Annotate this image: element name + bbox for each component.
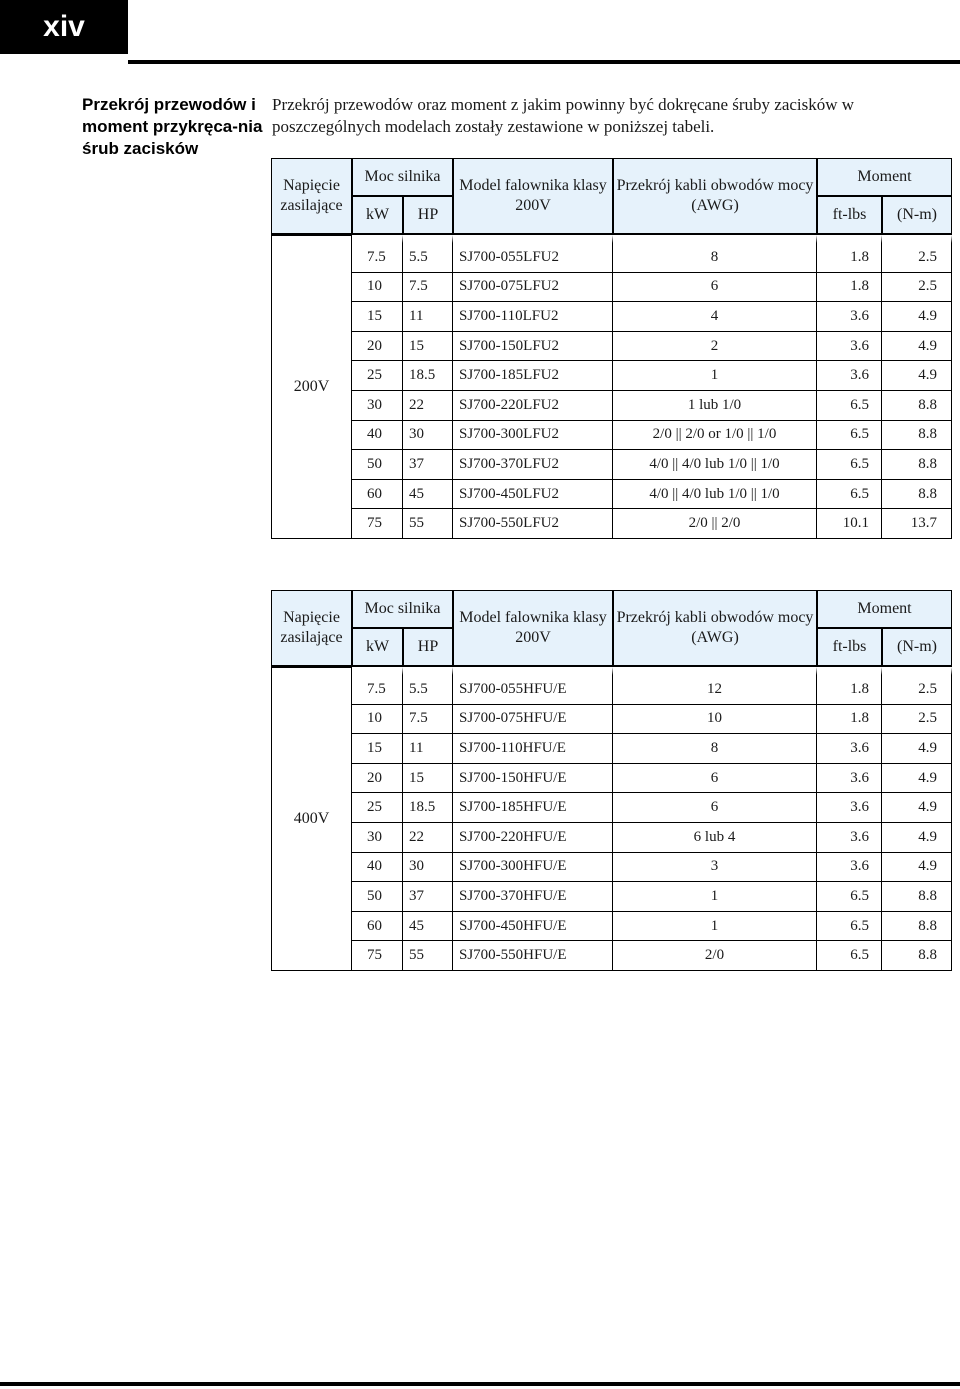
- cell-ftlbs: 10.1: [817, 509, 882, 539]
- cable-table-200v: [271, 158, 952, 539]
- cell-kw: 75: [352, 941, 403, 971]
- header-kw: kW: [352, 628, 403, 667]
- cell-model: SJ700-370HFU/E: [453, 882, 613, 912]
- header-model: Model falownika klasy 200V: [453, 158, 613, 235]
- cell-model: SJ700-055LFU2: [453, 235, 613, 273]
- cell-kw: 15: [352, 734, 403, 764]
- cell-hp: 30: [403, 853, 453, 883]
- cell-nm: 4.9: [882, 853, 952, 883]
- cell-kw: 20: [352, 332, 403, 362]
- header-kw: kW: [352, 196, 403, 235]
- cell-nm: 2.5: [882, 667, 952, 705]
- table-row: [271, 509, 952, 539]
- header-motor-power: Moc silnika: [352, 590, 453, 628]
- cable-table-400v: [271, 590, 952, 971]
- cell-ftlbs: 3.6: [817, 764, 882, 794]
- footer-rule: [0, 1382, 960, 1386]
- cell-awg: 6: [613, 273, 817, 303]
- cell-kw: 40: [352, 853, 403, 883]
- cell-model: SJ700-550LFU2: [453, 509, 613, 539]
- cell-hp: 5.5: [403, 235, 453, 273]
- intro-paragraph: Przekrój przewodów oraz moment z jakim powinny być dokręcane śruby zacisków w poszczególnych modelach zostały zestawione w poniższej tabeli.: [272, 95, 855, 136]
- table-row: [271, 302, 952, 332]
- table-row: [271, 882, 952, 912]
- cell-hp: 7.5: [403, 705, 453, 735]
- header-cable: Przekrój kabli obwodów mocy (AWG): [613, 158, 817, 235]
- cell-hp: 11: [403, 734, 453, 764]
- cell-model: SJ700-185LFU2: [453, 361, 613, 391]
- table-row: [271, 450, 952, 480]
- table-row: [271, 273, 952, 303]
- table-row: [271, 941, 952, 971]
- cell-nm: 8.8: [882, 882, 952, 912]
- cell-hp: 45: [403, 912, 453, 942]
- cell-hp: 37: [403, 450, 453, 480]
- cell-hp: 11: [403, 302, 453, 332]
- cell-model: SJ700-300LFU2: [453, 421, 613, 451]
- cell-awg: 1 lub 1/0: [613, 391, 817, 421]
- cell-awg: 4/0 || 4/0 lub 1/0 || 1/0: [613, 450, 817, 480]
- cell-kw: 60: [352, 912, 403, 942]
- cell-model: SJ700-300HFU/E: [453, 853, 613, 883]
- voltage-label: 400V: [271, 667, 352, 971]
- cell-ftlbs: 1.8: [817, 273, 882, 303]
- cell-model: SJ700-110LFU2: [453, 302, 613, 332]
- header-moment: Moment: [817, 158, 952, 196]
- cell-awg: 2/0 || 2/0: [613, 509, 817, 539]
- cell-nm: 13.7: [882, 509, 952, 539]
- cell-model: SJ700-075HFU/E: [453, 705, 613, 735]
- cell-awg: 1: [613, 912, 817, 942]
- table-row: [271, 793, 952, 823]
- cell-nm: 8.8: [882, 421, 952, 451]
- cell-nm: 4.9: [882, 764, 952, 794]
- table-row: [271, 734, 952, 764]
- table-row: [271, 853, 952, 883]
- cell-kw: 10: [352, 705, 403, 735]
- cell-awg: 6: [613, 764, 817, 794]
- header-voltage: Napięcie zasilające: [271, 590, 352, 667]
- cell-model: SJ700-220LFU2: [453, 391, 613, 421]
- cell-model: SJ700-550HFU/E: [453, 941, 613, 971]
- cell-hp: 7.5: [403, 273, 453, 303]
- cell-awg: 2/0 || 2/0 or 1/0 || 1/0: [613, 421, 817, 451]
- cell-awg: 10: [613, 705, 817, 735]
- header-ftlbs: ft-lbs: [817, 628, 882, 667]
- cell-hp: 37: [403, 882, 453, 912]
- cell-hp: 15: [403, 764, 453, 794]
- cell-ftlbs: 3.6: [817, 734, 882, 764]
- cell-awg: 1: [613, 882, 817, 912]
- cell-ftlbs: 1.8: [817, 235, 882, 273]
- cell-model: SJ700-110HFU/E: [453, 734, 613, 764]
- cell-nm: 4.9: [882, 302, 952, 332]
- cell-hp: 55: [403, 509, 453, 539]
- section-title: Przekrój przewodów i moment przykręca-nia śrub zacisków: [82, 95, 263, 158]
- cell-hp: 18.5: [403, 361, 453, 391]
- cell-awg: 12: [613, 667, 817, 705]
- cell-kw: 75: [352, 509, 403, 539]
- cell-kw: 60: [352, 480, 403, 510]
- cell-hp: 15: [403, 332, 453, 362]
- header-ftlbs: ft-lbs: [817, 196, 882, 235]
- cell-nm: 2.5: [882, 235, 952, 273]
- cell-kw: 50: [352, 882, 403, 912]
- cell-ftlbs: 1.8: [817, 667, 882, 705]
- cell-nm: 8.8: [882, 391, 952, 421]
- cell-ftlbs: 6.5: [817, 391, 882, 421]
- cell-nm: 4.9: [882, 361, 952, 391]
- cell-ftlbs: 6.5: [817, 941, 882, 971]
- cell-nm: 8.8: [882, 480, 952, 510]
- table-row: [271, 235, 952, 273]
- cell-model: SJ700-055HFU/E: [453, 667, 613, 705]
- table-row: [271, 480, 952, 510]
- cell-hp: 5.5: [403, 667, 453, 705]
- cell-hp: 22: [403, 823, 453, 853]
- cell-nm: 8.8: [882, 912, 952, 942]
- cell-ftlbs: 6.5: [817, 421, 882, 451]
- cell-kw: 7.5: [352, 667, 403, 705]
- cell-model: SJ700-220HFU/E: [453, 823, 613, 853]
- cell-model: SJ700-370LFU2: [453, 450, 613, 480]
- cell-awg: 4: [613, 302, 817, 332]
- cell-kw: 50: [352, 450, 403, 480]
- header-hp: HP: [403, 196, 453, 235]
- cell-model: SJ700-150LFU2: [453, 332, 613, 362]
- page-number: xiv: [0, 0, 128, 54]
- cell-ftlbs: 3.6: [817, 332, 882, 362]
- cell-ftlbs: 6.5: [817, 912, 882, 942]
- cell-hp: 22: [403, 391, 453, 421]
- header-nm: (N-m): [882, 628, 952, 667]
- cell-nm: 4.9: [882, 793, 952, 823]
- table-row: [271, 667, 952, 705]
- cell-ftlbs: 3.6: [817, 793, 882, 823]
- table-row: [271, 912, 952, 942]
- cell-model: SJ700-450HFU/E: [453, 912, 613, 942]
- cell-awg: 6 lub 4: [613, 823, 817, 853]
- table-row: [271, 764, 952, 794]
- header-nm: (N-m): [882, 196, 952, 235]
- cell-ftlbs: 1.8: [817, 705, 882, 735]
- cell-kw: 30: [352, 391, 403, 421]
- cell-nm: 2.5: [882, 273, 952, 303]
- voltage-label: 200V: [271, 235, 352, 539]
- cell-awg: 2: [613, 332, 817, 362]
- header-motor-power: Moc silnika: [352, 158, 453, 196]
- cell-hp: 55: [403, 941, 453, 971]
- table-row: [271, 421, 952, 451]
- cell-nm: 2.5: [882, 705, 952, 735]
- cell-model: SJ700-185HFU/E: [453, 793, 613, 823]
- cell-kw: 15: [352, 302, 403, 332]
- cell-hp: 30: [403, 421, 453, 451]
- cell-kw: 30: [352, 823, 403, 853]
- cell-ftlbs: 6.5: [817, 450, 882, 480]
- table-row: [271, 361, 952, 391]
- cell-kw: 10: [352, 273, 403, 303]
- cell-ftlbs: 3.6: [817, 302, 882, 332]
- header-model: Model falownika klasy 200V: [453, 590, 613, 667]
- table-row: [271, 332, 952, 362]
- header-hp: HP: [403, 628, 453, 667]
- cell-model: SJ700-150HFU/E: [453, 764, 613, 794]
- cell-kw: 20: [352, 764, 403, 794]
- cell-awg: 4/0 || 4/0 lub 1/0 || 1/0: [613, 480, 817, 510]
- cell-model: SJ700-450LFU2: [453, 480, 613, 510]
- cell-nm: 8.8: [882, 941, 952, 971]
- header-rule: [128, 60, 960, 64]
- cell-hp: 45: [403, 480, 453, 510]
- cell-nm: 4.9: [882, 823, 952, 853]
- cell-awg: 3: [613, 853, 817, 883]
- cell-hp: 18.5: [403, 793, 453, 823]
- cell-kw: 25: [352, 361, 403, 391]
- cell-model: SJ700-075LFU2: [453, 273, 613, 303]
- cell-awg: 8: [613, 734, 817, 764]
- cell-ftlbs: 3.6: [817, 853, 882, 883]
- header-cable: Przekrój kabli obwodów mocy (AWG): [613, 590, 817, 667]
- cell-kw: 7.5: [352, 235, 403, 273]
- table-row: [271, 823, 952, 853]
- cell-ftlbs: 3.6: [817, 361, 882, 391]
- cell-awg: 2/0: [613, 941, 817, 971]
- cell-kw: 40: [352, 421, 403, 451]
- cell-nm: 8.8: [882, 450, 952, 480]
- cell-nm: 4.9: [882, 332, 952, 362]
- header-voltage: Napięcie zasilające: [271, 158, 352, 235]
- cell-ftlbs: 6.5: [817, 480, 882, 510]
- table-row: [271, 705, 952, 735]
- table-row: [271, 391, 952, 421]
- cell-awg: 8: [613, 235, 817, 273]
- cell-awg: 6: [613, 793, 817, 823]
- cell-awg: 1: [613, 361, 817, 391]
- cell-ftlbs: 3.6: [817, 823, 882, 853]
- header-moment: Moment: [817, 590, 952, 628]
- cell-nm: 4.9: [882, 734, 952, 764]
- cell-kw: 25: [352, 793, 403, 823]
- cell-ftlbs: 6.5: [817, 882, 882, 912]
